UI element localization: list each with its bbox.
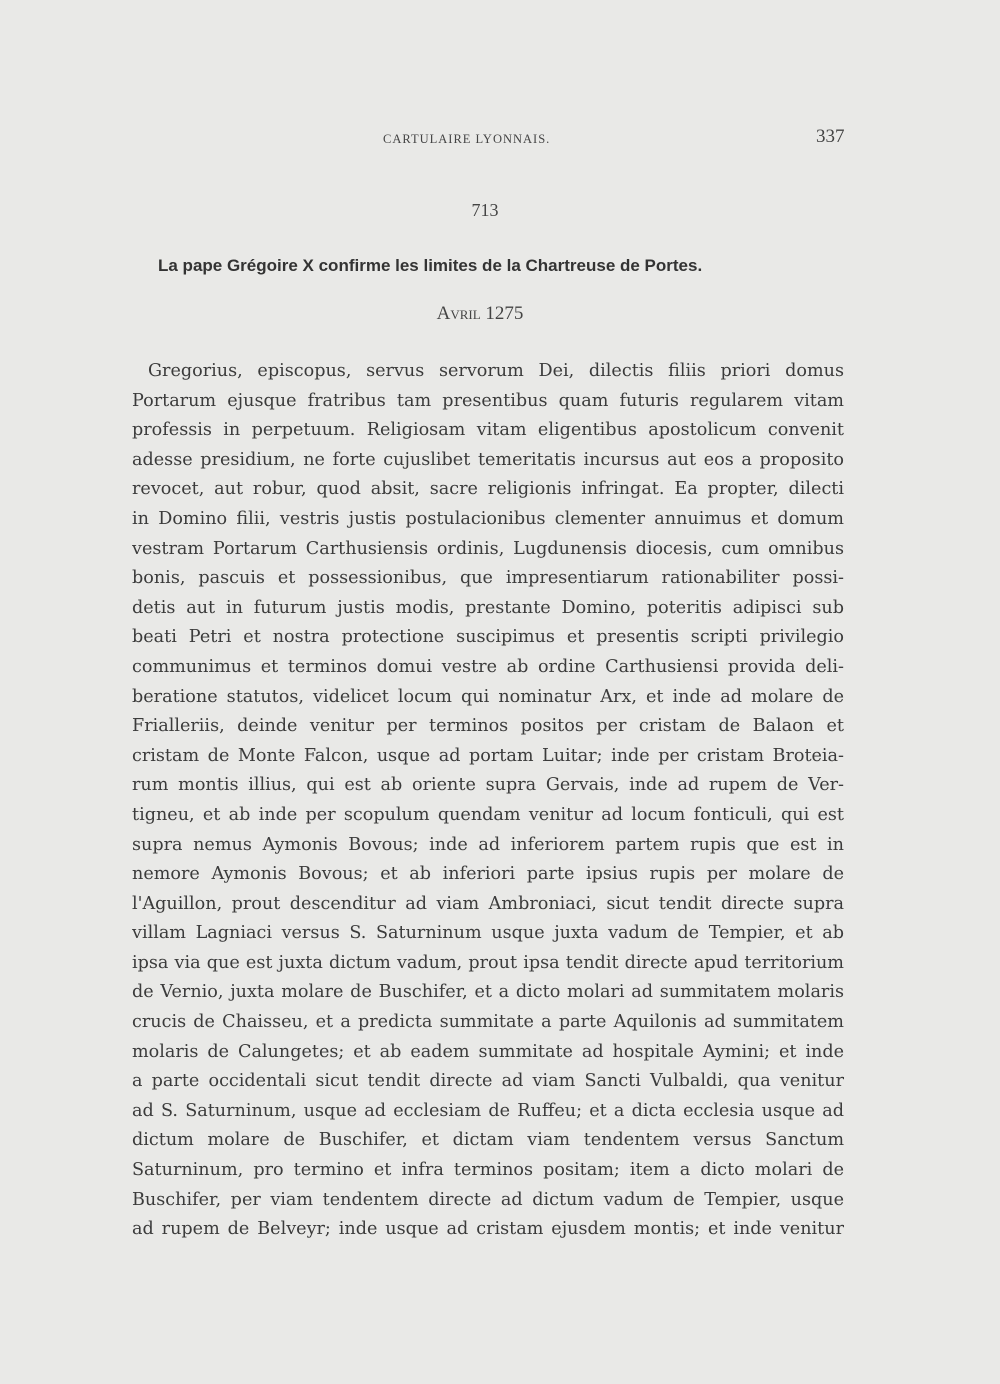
document-number: 713 (471, 200, 499, 220)
text-line: ipsa via que est juxta dictum vadum, prout ipsa tendit directe apud territorium (132, 952, 844, 973)
text-line: tigneu, et ab inde per scopulum quendam venitur ad locum fonticuli, qui est (132, 804, 844, 825)
text-line: molaris de Calungetes; et ab eadem summitate ad hospitale Aymini; et inde (132, 1041, 844, 1062)
text-line: vestram Portarum Carthusiensis ordinis, Lugdunensis diocesis, cum omnibus (132, 538, 844, 559)
text-line: ad rupem de Belveyr; inde usque ad cristam ejusdem montis; et inde venitur (132, 1219, 844, 1240)
text-line: Gregorius, episcopus, servus servorum Dei, dilectis filiis priori domus (148, 361, 844, 381)
text-line: de Vernio, juxta molare de Buschifer, et a dicto molari ad summitatem molaris (132, 982, 844, 1003)
text-line: cristam de Monte Falcon, usque ad portam Luitar; inde per cristam Broteia- (132, 745, 844, 766)
text-line: beratione statutos, videlicet locum qui nominatur Arx, et inde ad molare de (132, 686, 844, 707)
text-line: villam Lagniaci versus S. Saturninum usque juxta vadum de Tempier, et ab (132, 923, 844, 944)
text-line: Portarum ejusque fratribus tam presentibus quam futuris regularem vitam (132, 390, 844, 411)
text-line: revocet, aut robur, quod absit, sacre religionis infringat. Ea propter, dilecti (132, 479, 844, 500)
page-number: 337 (816, 126, 845, 147)
text-line: nemore Aymonis Bovous; et ab inferiori parte ipsius rupis per molare de (132, 864, 844, 885)
text-line: communimus et terminos domui vestre ab ordine Carthusiensi provida deli- (132, 656, 844, 677)
text-line: professis in perpetuum. Religiosam vitam eligentibus apostolicum convenit (132, 420, 844, 441)
text-line: beati Petri et nostra protectione suscipimus et presentis scripti privilegio (132, 627, 844, 648)
text-line: supra nemus Aymonis Bovous; inde ad inferiorem partem rupis que est in (132, 834, 844, 855)
text-line: ad S. Saturninum, usque ad ecclesiam de Ruffeu; et a dicta ecclesia usque ad (132, 1100, 844, 1121)
text-line: Buschifer, per viam tendentem directe ad dictum vadum de Tempier, usque (132, 1189, 844, 1210)
document-title: La pape Grégoire X confirme les limites de la Chartreuse de Portes. (158, 256, 703, 275)
document-body (132, 357, 844, 1245)
text-line: in Domino filii, vestris justis postulacionibus clementer annuimus et domum (132, 508, 844, 529)
text-line: bonis, pascuis et possessionibus, que impresentiarum rationabiliter possi- (132, 568, 844, 589)
running-title: CARTULAIRE LYONNAIS. (383, 132, 551, 146)
text-line: Frialleriis, deinde venitur per terminos positos per cristam de Balaon et (132, 716, 844, 737)
text-line: detis aut in futurum justis modis, prestante Domino, poteritis adipisci sub (132, 597, 844, 618)
text-line: crucis de Chaisseu, et a predicta summitate a parte Aquilonis ad summitatem (132, 1012, 844, 1033)
text-line: a parte occidentali sicut tendit directe ad viam Sancti Vulbaldi, qua venitur (132, 1071, 844, 1092)
document-date: Avril 1275 (436, 303, 524, 324)
text-line: rum montis illius, qui est ab oriente supra Gervais, inde ad rupem de Ver- (132, 775, 844, 796)
text-line: Saturninum, pro termino et infra terminos positam; item a dicto molari de (132, 1160, 844, 1181)
text-line: l'Aguillon, prout descenditur ad viam Ambroniaci, sicut tendit directe supra (132, 893, 844, 914)
text-line: adesse presidium, ne forte cujuslibet temeritatis incursus aut eos a proposito (132, 449, 844, 470)
text-line: dictum molare de Buschifer, et dictam viam tendentem versus Sanctum (132, 1130, 844, 1151)
